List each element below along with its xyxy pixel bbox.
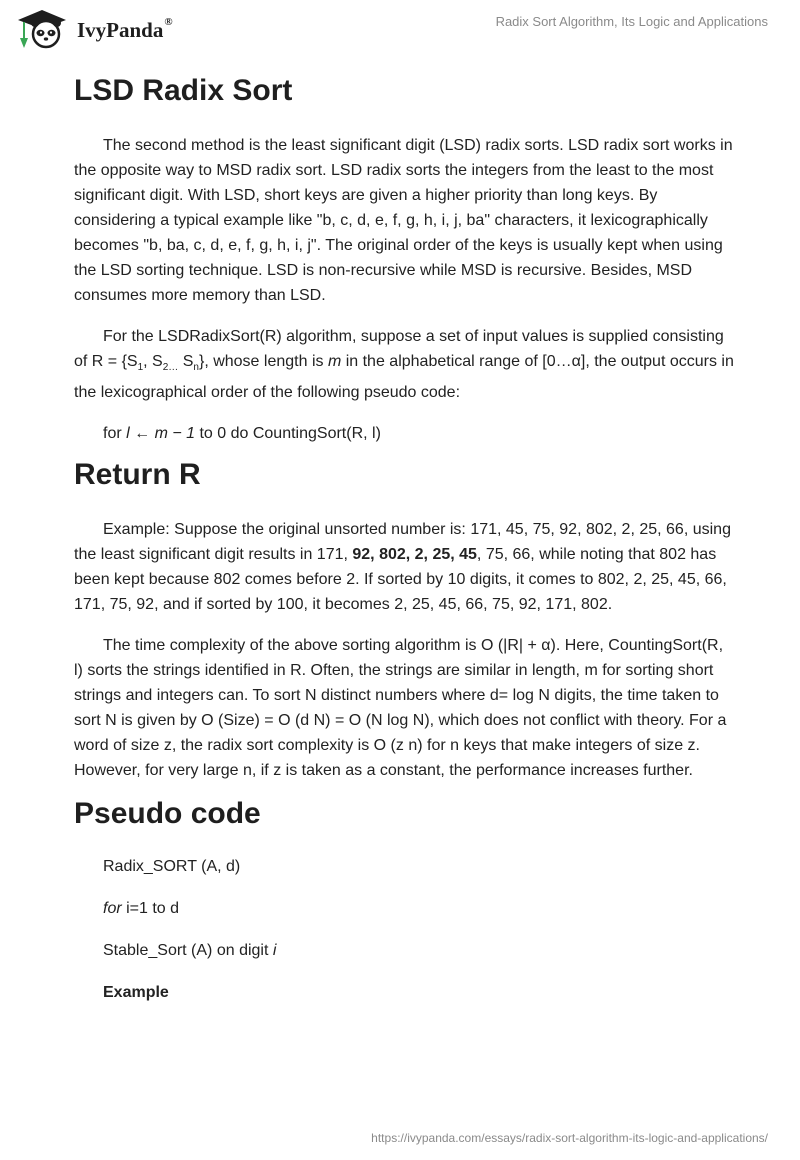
panda-graduation-cap-icon — [14, 8, 70, 50]
paragraph-example: Example: Suppose the original unsorted number is: 171, 45, 75, 92, 802, 2, 25, 66, using the least significant digit results in 171, 92, 802, 2, 25, 45, 75, 66, while noting that 802 has been kept because 802 comes before 2. If sorted by 10 digits, it comes to 802, 2, 25, 45, 66, 171, 75, 92, and if sorted by 100, it becomes 2, 25, 45, 66, 75, 92, 171, 802. — [74, 521, 731, 614]
pseudo-line-radix-sort: Radix_SORT (A, d) — [103, 858, 241, 876]
heading-return-r: Return R — [74, 458, 201, 492]
pseudo-line-for: for i=1 to d — [103, 900, 180, 918]
pseudo-line-stable-sort: Stable_Sort (A) on digit i — [103, 942, 277, 960]
brand-logo[interactable] — [14, 8, 173, 50]
paragraph-time-complexity: The time complexity of the above sorting algorithm is O (|R| + α). Here, CountingSort(R, l) sorts the strings identified in R. Often, the strings are similar in length, m for sorting short strings and integers can. To sort N distinct numbers where d= log N digits, the time taken to sort N is given by O (Size) = O (d N) = O (N log N), which does not conflict with theory. For a word of size z, the radix sort complexity is O (z n) for n keys that make integers of size z. However, for very large n, if z is taken as a constant, the performance increases further. — [74, 637, 727, 780]
document-title: Radix Sort Algorithm, Its Logic and Applications — [495, 14, 768, 29]
source-url[interactable]: https://ivypanda.com/essays/radix-sort-algorithm-its-logic-and-applications/ — [371, 1131, 768, 1145]
page-header — [0, 0, 800, 60]
example-label: Example — [103, 984, 169, 1002]
document-body — [74, 68, 734, 1005]
paragraph-lsd-algorithm: For the LSDRadixSort(R) algorithm, suppose a set of input values is supplied consisting of $R = \{S_1$, $S_{2\dots}$ $S_n$}, whose length is m in the alphabetical range of [0…α], the output occurs in the lexicographical order of the following pseudo code: — [74, 328, 734, 402]
heading-pseudo-code: Pseudo code — [74, 797, 261, 831]
heading-lsd-radix-sort: LSD Radix Sort — [74, 74, 293, 107]
paragraph-lsd-intro: The second method is the least significant digit (LSD) radix sorts. LSD radix sort works in the opposite way to MSD radix sort. LSD radix sorts the integers from the least to the most significant digit. With LSD, short keys are given a higher priority than long keys. By considering a typical example like "b, c, d, e, f, g, h, i, j, ba" characters, it lexicographically becomes "b, ba, c, d, e, f, g, h, i, j". The original order of the keys is usually kept when using the LSD sorting technique. LSD is non-recursive while MSD is recursive. Besides, MSD consumes more memory than LSD. — [74, 137, 733, 304]
brand-name: IvyPanda® — [77, 15, 173, 42]
pseudo-code-loop: for l ← m − 1 to 0 do CountingSort(R, l) — [103, 425, 381, 443]
